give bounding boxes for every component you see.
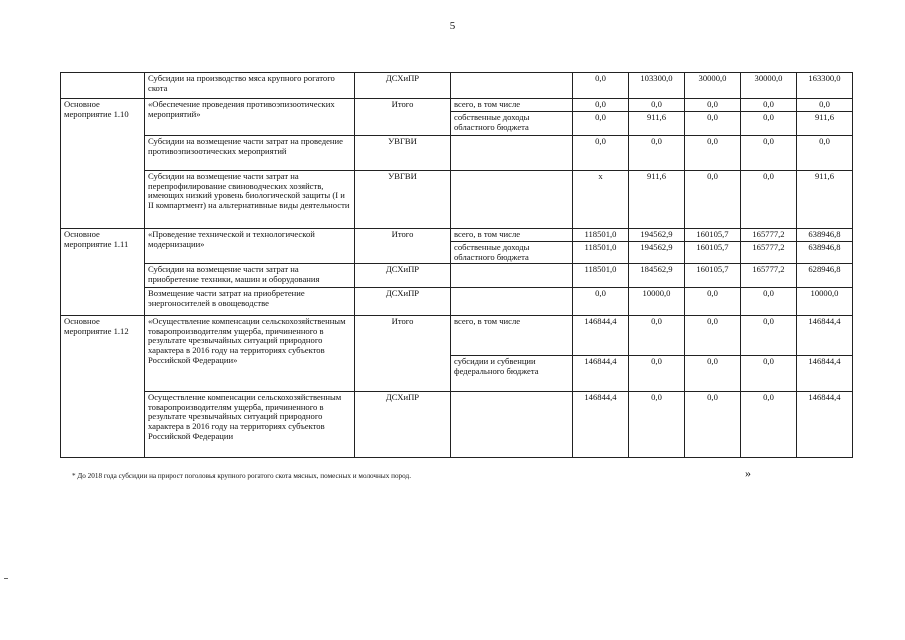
page-number: 5 — [449, 20, 456, 32]
name-cell: «Проведение технической и технологической модернизации» — [145, 229, 355, 264]
table-row — [61, 392, 853, 458]
value-cell: 638946,8 — [797, 242, 853, 264]
value-cell: 911,6 — [629, 171, 685, 229]
value-cell: 638946,8 — [797, 229, 853, 242]
value-cell: 0,0 — [797, 136, 853, 171]
value-cell: 160105,7 — [685, 229, 741, 242]
name-cell: Субсидии на производство мяса крупного рогатого скота — [145, 73, 355, 99]
source-cell — [451, 136, 573, 171]
source-cell — [451, 288, 573, 316]
budget-table — [60, 72, 853, 458]
value-cell: 0,0 — [741, 288, 797, 316]
value-cell: 0,0 — [685, 136, 741, 171]
value-cell: 0,0 — [685, 392, 741, 458]
value-cell: 628946,8 — [797, 264, 853, 288]
value-cell: 146844,4 — [573, 356, 629, 392]
source-cell: всего, в том числе — [451, 99, 573, 112]
value-cell: 146844,4 — [797, 392, 853, 458]
value-cell: 0,0 — [685, 112, 741, 136]
value-cell: 10000,0 — [629, 288, 685, 316]
executor-cell: ДСХиПР — [355, 73, 451, 99]
value-cell: 0,0 — [629, 99, 685, 112]
value-cell: 0,0 — [573, 73, 629, 99]
value-cell: 0,0 — [573, 112, 629, 136]
name-cell: Субсидии на возмещение части затрат на перепрофилирование свиноводческих хозяйств, имеющих низкий уровень биологической защиты (I и II компартмент) на альтернативные виды деятельности — [145, 171, 355, 229]
name-cell: Осуществление компенсации сельскохозяйственным товаропроизводителям ущерба, причиненного в результате чрезвычайных ситуаций природного характера в 2016 году на территориях субъектов Российской Федерации — [145, 392, 355, 458]
value-cell: 146844,4 — [797, 356, 853, 392]
value-cell: 0,0 — [629, 316, 685, 356]
value-cell: 0,0 — [629, 356, 685, 392]
value-cell: 0,0 — [741, 356, 797, 392]
source-cell: собственные доходы областного бюджета — [451, 242, 573, 264]
value-cell: 194562,9 — [629, 229, 685, 242]
value-cell: 30000,0 — [685, 73, 741, 99]
value-cell: 146844,4 — [573, 392, 629, 458]
executor-cell: УВГВИ — [355, 136, 451, 171]
measure-cell — [61, 73, 145, 99]
value-cell: 0,0 — [685, 316, 741, 356]
closing-quote: » — [745, 466, 751, 480]
value-cell: 160105,7 — [685, 242, 741, 264]
executor-cell: ДСХиПР — [355, 392, 451, 458]
value-cell: 911,6 — [629, 112, 685, 136]
table-row — [61, 73, 853, 99]
table-row — [61, 229, 853, 242]
source-cell — [451, 171, 573, 229]
table-row — [61, 136, 853, 171]
value-cell: 0,0 — [741, 171, 797, 229]
table-row — [61, 99, 853, 112]
value-cell: 0,0 — [573, 136, 629, 171]
value-cell: 0,0 — [741, 112, 797, 136]
value-cell: 163300,0 — [797, 73, 853, 99]
source-cell: всего, в том числе — [451, 229, 573, 242]
value-cell: 0,0 — [685, 99, 741, 112]
scan-mark — [4, 578, 8, 579]
source-cell — [451, 392, 573, 458]
table-row — [61, 171, 853, 229]
value-cell: 0,0 — [573, 99, 629, 112]
value-cell: 10000,0 — [797, 288, 853, 316]
executor-cell: УВГВИ — [355, 171, 451, 229]
value-cell: 30000,0 — [741, 73, 797, 99]
value-cell: 0,0 — [741, 99, 797, 112]
source-cell: всего, в том числе — [451, 316, 573, 356]
source-cell — [451, 264, 573, 288]
executor-cell: Итого — [355, 99, 451, 136]
footnote: * До 2018 года субсидии на прирост поголовья крупного рогатого скота мясных, помесных и молочных пород. — [72, 472, 411, 480]
value-cell: 0,0 — [573, 288, 629, 316]
value-cell: 911,6 — [797, 112, 853, 136]
value-cell: 118501,0 — [573, 264, 629, 288]
value-cell: 118501,0 — [573, 242, 629, 264]
measure-cell: Основное мероприятие 1.10 — [61, 99, 145, 229]
value-cell: 0,0 — [685, 171, 741, 229]
value-cell: 184562,9 — [629, 264, 685, 288]
executor-cell: Итого — [355, 229, 451, 264]
value-cell: 160105,7 — [685, 264, 741, 288]
value-cell: 0,0 — [741, 316, 797, 356]
value-cell: 165777,2 — [741, 242, 797, 264]
table-row — [61, 288, 853, 316]
measure-cell: Основное мероприятие 1.12 — [61, 316, 145, 458]
value-cell: 0,0 — [629, 136, 685, 171]
executor-cell: ДСХиПР — [355, 288, 451, 316]
table-row — [61, 264, 853, 288]
value-cell: 0,0 — [741, 392, 797, 458]
name-cell: Субсидии на возмещение части затрат на проведение противоэпизоотических мероприятий — [145, 136, 355, 171]
executor-cell: ДСХиПР — [355, 264, 451, 288]
value-cell: x — [573, 171, 629, 229]
value-cell: 911,6 — [797, 171, 853, 229]
value-cell: 165777,2 — [741, 229, 797, 242]
value-cell: 103300,0 — [629, 73, 685, 99]
value-cell: 165777,2 — [741, 264, 797, 288]
source-cell: субсидии и субвенции федерального бюджета — [451, 356, 573, 392]
executor-cell: Итого — [355, 316, 451, 392]
value-cell: 0,0 — [797, 99, 853, 112]
value-cell: 194562,9 — [629, 242, 685, 264]
name-cell: «Осуществление компенсации сельскохозяйственным товаропроизводителям ущерба, причиненного в результате чрезвычайных ситуаций природного характера в 2016 году на территориях субъектов Российской Федерации» — [145, 316, 355, 392]
value-cell: 0,0 — [685, 356, 741, 392]
value-cell: 0,0 — [685, 288, 741, 316]
value-cell: 0,0 — [629, 392, 685, 458]
source-cell: собственные доходы областного бюджета — [451, 112, 573, 136]
table-row — [61, 316, 853, 356]
measure-cell: Основное мероприятие 1.11 — [61, 229, 145, 316]
name-cell: Субсидии на возмещение части затрат на приобретение техники, машин и оборудования — [145, 264, 355, 288]
name-cell: Возмещение части затрат на приобретение энергоносителей в овощеводстве — [145, 288, 355, 316]
value-cell: 0,0 — [741, 136, 797, 171]
value-cell: 118501,0 — [573, 229, 629, 242]
value-cell: 146844,4 — [797, 316, 853, 356]
value-cell: 146844,4 — [573, 316, 629, 356]
source-cell — [451, 73, 573, 99]
name-cell: «Обеспечение проведения противоэпизоотических мероприятий» — [145, 99, 355, 136]
